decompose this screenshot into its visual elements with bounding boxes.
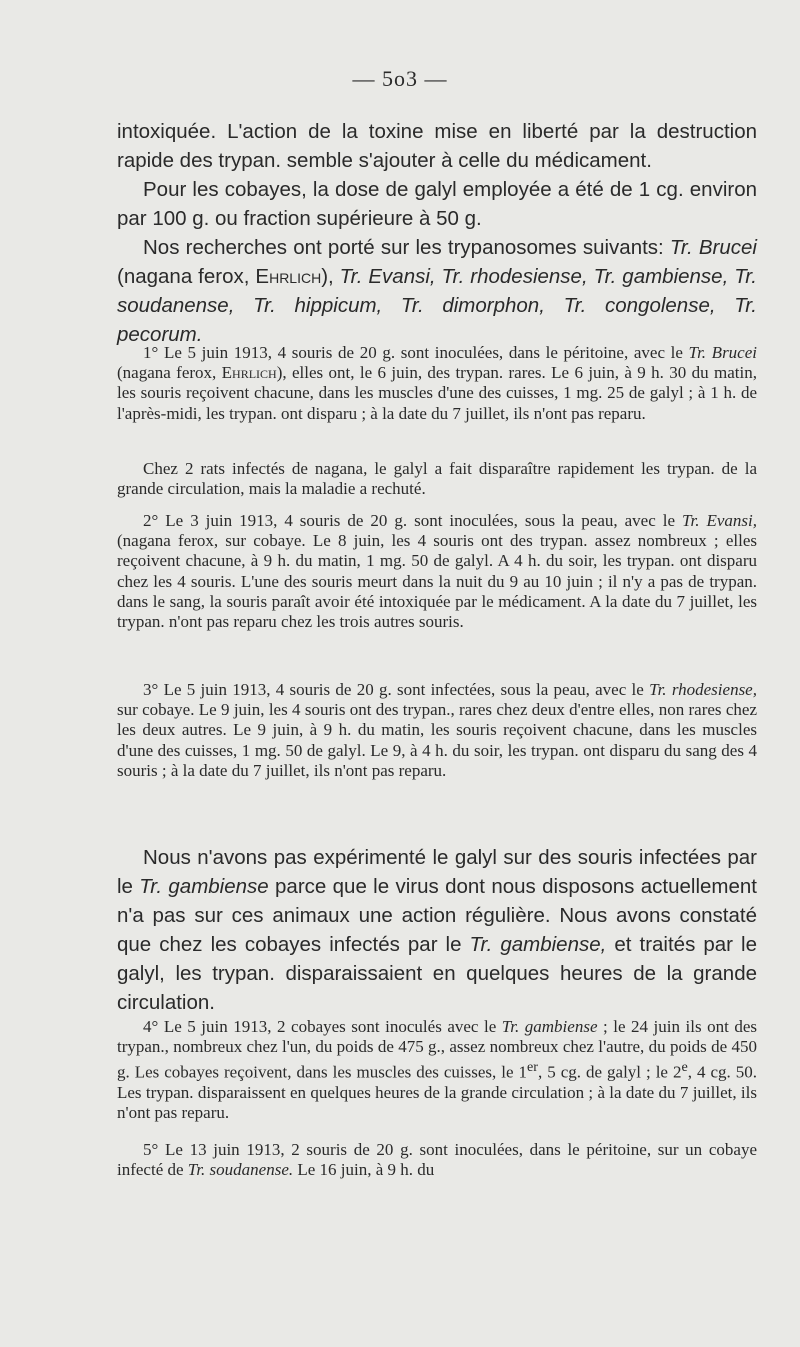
species-name: Tr. gambiense [139, 875, 269, 898]
note-text: Le 5 juin 1913, 4 souris de 20 g. sont inoculées, dans le péritoine, avec le [163, 343, 689, 362]
note-text: Le 5 juin 1913, 2 cobayes sont inoculés avec le [163, 1017, 502, 1036]
species-name: Tr. Brucei [688, 343, 757, 362]
species-name: Tr. soudanense. [187, 1160, 294, 1180]
paragraph-text: parce que le virus dont nous disposons actuellement n'a pas sur ces animaux une action régulière. Nous avons constaté que chez les cobayes infectés par le [117, 875, 757, 956]
note-number: 4° [143, 1017, 164, 1036]
superscript: er [527, 1059, 539, 1076]
species-name: Tr. rhodesiense, [649, 680, 757, 699]
note-text: Le 13 juin 1913, 2 souris de 20 g. sont inoculées, dans le péritoine, sur un cobaye infecté de [117, 1140, 757, 1180]
note-number: 5° [143, 1140, 165, 1159]
note-text: (nagana ferox, sur cobaye. Le 8 juin, les 4 souris ont des trypan. assez nombreux ; elles reçoivent chacune, à 9 h. du matin, 1 mg. 50 de galyl. A 4 h. du soir, les trypan. ont disparu chez les 4 souris. L'une des souris meurt dans la nuit du 9 au 10 juin ; il n'y a pas de trypan. dans le sang, la souris paraît avoir été intoxiquée par le médicament. A la date du 7 juillet, les trypan. n'ont pas reparu chez les trois autres souris. [117, 531, 757, 632]
intro-paragraph-2: Pour les cobayes, la dose de galyl employée a été de 1 cg. environ par 100 g. ou fraction supérieure à 50 g. [117, 178, 757, 230]
intro-text: ), [321, 265, 340, 288]
note-2 [117, 511, 757, 632]
intro-text: Nos recherches ont porté sur les trypanosomes suivants: [143, 236, 670, 259]
middle-paragraph [117, 843, 757, 1017]
note-text: sur cobaye. Le 9 juin, les 4 souris ont des trypan., rares chez deux d'entre elles, non rares chez les deux autres. Le 9 juin, à 9 h. du matin, les souris reçoivent chacune, dans les muscles d'une des cuisses, 1 mg. 50 de galyl. Le 9, à 4 h. du soir, les trypan. ont disparu du sang des 4 souris ; à la date du 7 juillet, ils n'ont pas reparu. [117, 700, 757, 780]
page-number: — 5o3 — [352, 66, 448, 91]
species-name: Tr. gambiense, [469, 933, 607, 956]
species-name: Tr. gambiense [501, 1017, 598, 1036]
note-text: ; le 24 juin ils ont des trypan., nombreux chez l'un, du poids de 475 g., assez nombreux chez l'autre, du poids de 450 g. Les cobayes reçoivent, dans les muscles des cuisses, le 1 [117, 1017, 757, 1083]
note-1-rats: Chez 2 rats infectés de nagana, le galyl a fait disparaître rapidement les trypan. de la grande circulation, mais la maladie a rechuté. [117, 459, 757, 499]
intro-paragraph-1: intoxiquée. L'action de la toxine mise en liberté par la destruction rapide des trypan. semble s'ajouter à celle du médicament. [117, 120, 757, 172]
note-text: Le 16 juin, à 9 h. du [293, 1160, 435, 1180]
species-name: Tr. Brucei [669, 236, 757, 259]
note-4 [117, 1017, 757, 1124]
intro-text: (nagana ferox, [117, 265, 256, 288]
note-text: (nagana ferox, [117, 363, 222, 383]
note-5 [117, 1140, 757, 1180]
note-number: 3° [143, 680, 164, 699]
note-text: , 4 cg. 50. Les trypan. disparaissent en quelques heures de la grande circulation ; à la date du 7 juillet, ils n'ont pas reparu. [117, 1063, 758, 1123]
superscript: e [681, 1059, 688, 1076]
note-text: Le 5 juin 1913, 4 souris de 20 g. sont infectées, sous la peau, avec le [163, 680, 650, 699]
note-text: Le 3 juin 1913, 4 souris de 20 g. sont inoculées, sous la peau, avec le [165, 511, 682, 530]
note-number: 1° [143, 343, 164, 362]
note-1 [117, 343, 757, 424]
paragraph-text: et traités par le galyl, les trypan. disparaissaient en quelques heures de la grande circulation. [117, 933, 757, 1014]
intro-paragraph-3 [117, 233, 757, 349]
species-list: Tr. Evansi, Tr. rhodesiense, Tr. gambiense, Tr. soudanense, Tr. hippicum, Tr. dimorphon, Tr. congolense, Tr. pecorum. [117, 265, 757, 346]
note-text: ), elles ont, le 6 juin, des trypan. rares. Le 6 juin, à 9 h. 30 du matin, les souris reçoivent chacune, dans les muscles d'une des cuisses, 1 mg. 25 de galyl ; à 1 h. de l'après-midi, les trypan. ont disparu ; à la date du 7 juillet, ils n'ont pas reparu. [117, 363, 757, 423]
note-text: , 5 cg. de galyl ; le 2 [538, 1063, 682, 1083]
note-3 [117, 680, 757, 781]
author-name: Ehrlich [255, 265, 322, 288]
note-number: 2° [143, 511, 166, 530]
author-name: Ehrlich [221, 363, 277, 383]
paragraph-text: Nous n'avons pas expérimenté le galyl sur des souris infectées par le [117, 846, 757, 898]
species-name: Tr. Evansi, [681, 511, 757, 530]
